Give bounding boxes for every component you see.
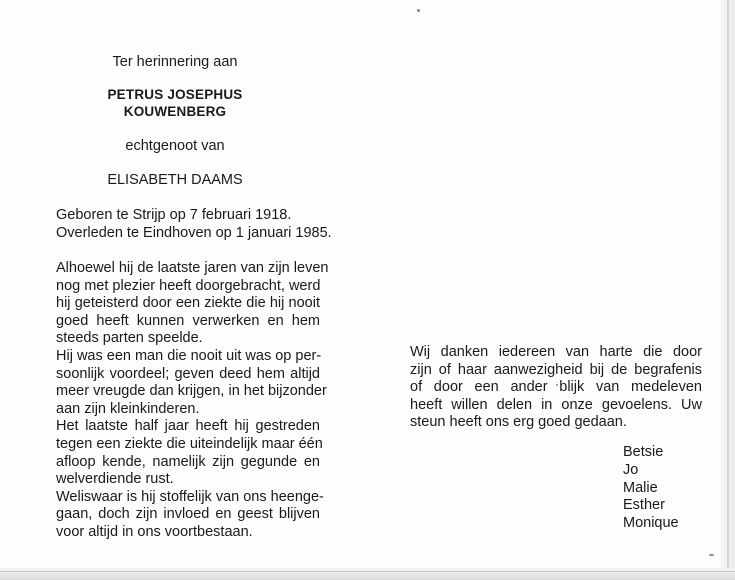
memorial-line: voor altijd in ons voortbestaan.: [56, 523, 253, 540]
thanks-line: heeft willen delen in onze gevoelens. Uw: [410, 396, 702, 413]
relation-text: echtgenoot van: [125, 138, 225, 154]
deceased-name-first: PETRUS JOSEPHUS: [107, 87, 243, 102]
died-text: Overleden te Eindhoven op 1 januari 1985.: [56, 225, 332, 241]
card-bottom-edge: [0, 568, 735, 580]
spouse-name: ELISABETH DAAMS: [107, 172, 243, 188]
memorial-line: afloop kende, namelijk zijn gegunde en: [56, 453, 320, 470]
signature-name: Monique: [623, 515, 679, 532]
memorial-line: aan zijn kleinkinderen.: [56, 400, 200, 417]
memorial-line: Hij was een man die nooit uit was op per-: [56, 347, 322, 364]
intro-text: Ter herinnering aan: [112, 54, 238, 70]
thanks-line: Wij danken iedereen van harte die door: [410, 344, 702, 360]
signature-name: Betsie: [623, 444, 664, 460]
thanks-line: of door een ander blijk van medeleven: [410, 379, 702, 396]
thanks-line: steun heeft ons erg goed gedaan.: [410, 414, 627, 431]
memorial-line: meer vreugde dan krijgen, in het bijzonder: [56, 383, 327, 400]
memorial-line: goed heeft kunnen verwerken en hem: [56, 312, 320, 329]
memorial-line: Weliswaar is hij stoffelijk van ons heenge-: [56, 488, 324, 505]
born-text: Geboren te Strijp op 7 februari 1918.: [56, 207, 292, 223]
memorial-line: tegen een ziekte die uiteindelijk maar één: [56, 435, 323, 452]
signature-name: Esther: [623, 497, 665, 514]
memorial-line: steeds parten speelde.: [56, 330, 203, 347]
memorial-text: [56, 260, 329, 542]
signatures: [623, 444, 679, 533]
thanks-text: [410, 344, 702, 432]
signature-name: Malie: [623, 479, 658, 496]
thanks-line: zijn of haar aanwezigheid bij de begrafenis: [410, 361, 702, 378]
memorial-line: welverdiende rust.: [56, 471, 174, 488]
memorial-line: hij geteisterd door een ziekte die hij nooit: [56, 295, 320, 312]
memorial-line: Alhoewel hij de laatste jaren van zijn leven: [56, 260, 329, 276]
card-right-edge: [721, 0, 735, 580]
memorial-line: Het laatste half jaar heeft hij gestreden: [56, 418, 320, 435]
print-speck: [709, 554, 714, 556]
memorial-line: nog met plezier heeft doorgebracht, werd: [56, 277, 321, 294]
memorial-line: gaan, doch zijn invloed en geest blijven: [56, 506, 320, 523]
deceased-name-last: KOUWENBERG: [123, 104, 227, 119]
memorial-line: soonlijk voordeel; geven deed hem altijd: [56, 365, 320, 382]
signature-name: Jo: [623, 461, 639, 478]
print-speck: [417, 9, 420, 12]
